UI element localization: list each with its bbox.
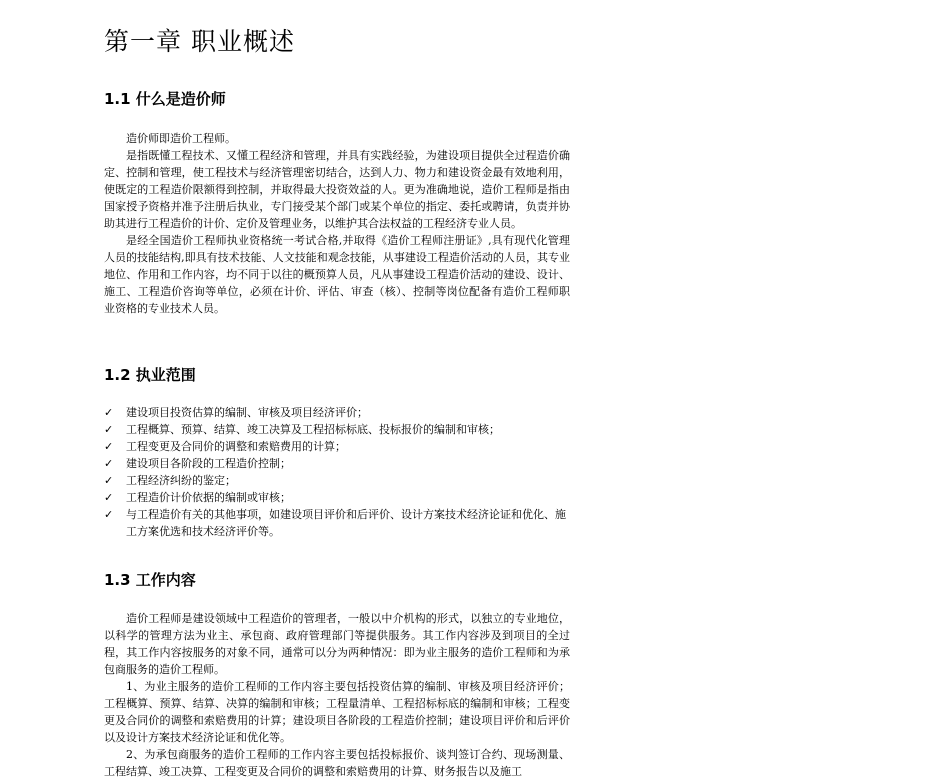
check-icon: ✓ — [104, 508, 114, 521]
check-icon: ✓ — [104, 406, 114, 419]
section-1-3-body — [104, 610, 570, 780]
list-item-text: 建设项目各阶段的工程造价控制； — [126, 457, 291, 470]
list-item — [104, 506, 574, 540]
list-item — [104, 472, 574, 489]
list-item-text: 工程造价计价依据的编制或审核； — [126, 491, 291, 504]
list-item — [104, 455, 574, 472]
list-item-text: 工程变更及合同价的调整和索赔费用的计算； — [126, 440, 346, 453]
paragraph: 是经全国造价工程师执业资格统一考试合格,并取得《造价工程师注册证》,具有现代化管理人员的技能结构,即具有技术技能、人文技能和观念技能，从事建设工程造价活动的人员，其专业地位、作用和工作内容，均不同于以往的概预算人员，凡从事建设工程造价活动的建设、设计、施工、工程造价咨询等单位，必须在计价、评估、审查（核）、控制等岗位配备有造价工程师职业资格的专业技术人员。 — [104, 234, 570, 315]
paragraph: 是指既懂工程技术、又懂工程经济和管理，并具有实践经验，为建设项目提供全过程造价确定、控制和管理，使工程技术与经济管理密切结合，达到人力、物力和建设资金最有效地利用，使既定的工程造价限额得到控制，并取得最大投资效益的人。更为准确地说，造价工程师是指由国家授予资格并准予注册后执业，专门接受某个部门或某个单位的指定、委托或聘请，负责并协助其进行工程造价的计价、定价及管理业务，以维护其合法权益的工程经济专业人员。 — [104, 149, 570, 230]
section-title-1-1: 1.1 什么是造价师 — [104, 90, 226, 108]
chapter-title: 第一章 职业概述 — [104, 27, 295, 56]
paragraph: 1、为业主服务的造价工程师的工作内容主要包括投资估算的编制、审核及项目经济评价；工程概算、预算、结算、决算的编制和审核；工程量清单、工程招标标底的编制和审核；工程变更及合同价的调整和索赔费用的计算；建设项目各阶段的工程造价控制；建设项目评价和后评价以及设计方案技术经济论证和优化等。 — [104, 680, 570, 744]
list-item — [104, 489, 574, 506]
check-icon: ✓ — [104, 491, 114, 504]
list-item-text: 工程概算、预算、结算、竣工决算及工程招标标底、投标报价的编制和审核； — [126, 423, 500, 436]
check-icon: ✓ — [104, 440, 114, 453]
list-item-text: 与工程造价有关的其他事项，如建设项目评价和后评价、设计方案技术经济论证和优化、施工方案优选和技术经济评价等。 — [126, 508, 566, 538]
practice-scope-list — [104, 404, 574, 540]
check-icon: ✓ — [104, 474, 114, 487]
section-title-1-2: 1.2 执业范围 — [104, 366, 196, 384]
list-item — [104, 421, 574, 438]
list-item-text: 建设项目投资估算的编制、审核及项目经济评价； — [126, 406, 368, 419]
paragraph: 2、为承包商服务的造价工程师的工作内容主要包括投标报价、谈判签订合约、现场测量、工程结算、竣工决算、工程变更及合同价的调整和索赔费用的计算、财务报告以及施工 — [104, 748, 570, 778]
section-title-1-3: 1.3 工作内容 — [104, 571, 196, 589]
list-item — [104, 438, 574, 455]
list-item-text: 工程经济纠纷的鉴定； — [126, 474, 236, 487]
paragraph: 造价师即造价工程师。 — [126, 132, 236, 145]
section-1-1-body — [104, 130, 570, 317]
list-item — [104, 404, 574, 421]
check-icon: ✓ — [104, 457, 114, 470]
check-icon: ✓ — [104, 423, 114, 436]
paragraph: 造价工程师是建设领域中工程造价的管理者，一般以中介机构的形式，以独立的专业地位，以科学的管理方法为业主、承包商、政府管理部门等提供服务。其工作内容涉及到项目的全过程，其工作内容按服务的对象不同，通常可以分为两种情况：即为业主服务的造价工程师和为承包商服务的造价工程师。 — [104, 612, 570, 676]
